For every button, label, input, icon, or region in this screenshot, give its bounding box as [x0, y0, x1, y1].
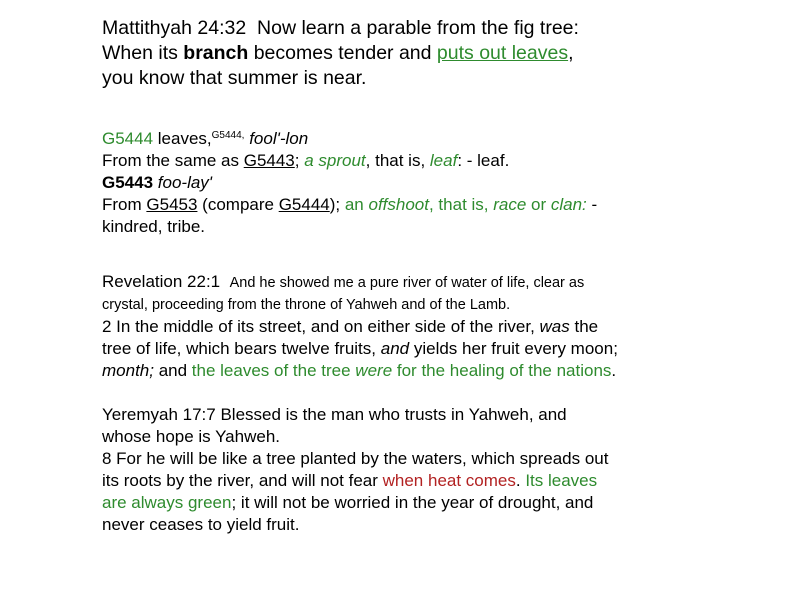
strongs-entry-g5444-definition: From the same as G5443; a sprout, that is, leaf: - leaf. [102, 151, 510, 170]
mattithyah-line-3: you know that summer is near. [102, 67, 367, 89]
mattithyah-verse [102, 16, 742, 91]
verse-reference: Mattithyah 24:32 [102, 17, 247, 39]
revelation-line-5: month; and the leaves of the tree were for the healing of the nations. [102, 361, 617, 380]
strongs-definitions [102, 125, 742, 238]
strongs-ref-link[interactable]: G5443 [243, 151, 295, 170]
yeremyah-verse [102, 404, 742, 536]
puts-out-leaves-highlight: puts out leaves [436, 42, 569, 64]
green-highlight: are always green [102, 493, 232, 512]
heat-highlight: when heat comes [382, 471, 516, 490]
yeremyah-line-4: its roots by the river, and will not fear when heat comes. Its leaves [102, 471, 598, 490]
strongs-ref-link[interactable]: G5453 [146, 195, 198, 214]
mattithyah-line-1: Mattithyah 24:32 Now learn a parable from the fig tree: [102, 17, 579, 39]
strongs-entry-g5444-heading: G5444 leaves,$^{G5444,}$ fool'-lon [102, 129, 309, 148]
yeremyah-line-5: are always green; it will not be worried in the year of drought, and [102, 493, 594, 512]
branch-word: branch [183, 42, 249, 64]
revelation-line-2: crystal, proceeding from the throne of Yahweh and of the Lamb. [102, 297, 511, 313]
revelation-verse [102, 271, 742, 382]
leaves-highlight: Its leaves [525, 471, 598, 490]
yeremyah-line-2: whose hope is Yahweh. [102, 427, 280, 446]
strongs-number: G5444 [102, 129, 154, 148]
verse-reference: Revelation 22:1 [102, 272, 221, 291]
mattithyah-line-2: When its branch becomes tender and puts out leaves, [102, 42, 574, 64]
yeremyah-line-6: never ceases to yield fruit. [102, 515, 300, 534]
strongs-number: G5443 [102, 173, 154, 192]
strongs-ref-link[interactable]: G5444 [278, 195, 330, 214]
revelation-line-1: Revelation 22:1 And he showed me a pure river of water of life, clear as [102, 272, 585, 291]
strongs-entry-g5443-definition-end: kindred, tribe. [102, 217, 205, 236]
strongs-entry-g5443-heading: G5443 foo-lay' [102, 173, 213, 192]
yeremyah-line-1: Yeremyah 17:7 Blessed is the man who trusts in Yahweh, and [102, 405, 567, 424]
healing-highlight: for the healing of the nations [392, 361, 612, 380]
yeremyah-line-3: 8 For he will be like a tree planted by the waters, which spreads out [102, 449, 609, 468]
leaves-highlight: the leaves of the tree [191, 361, 356, 380]
revelation-line-4: tree of life, which bears twelve fruits, and yields her fruit every moon; [102, 339, 618, 358]
strongs-entry-g5443-definition: From G5453 (compare G5444); an offshoot, that is, race or clan: - [102, 195, 598, 214]
revelation-line-3: 2 In the middle of its street, and on either side of the river, was the [102, 317, 599, 336]
